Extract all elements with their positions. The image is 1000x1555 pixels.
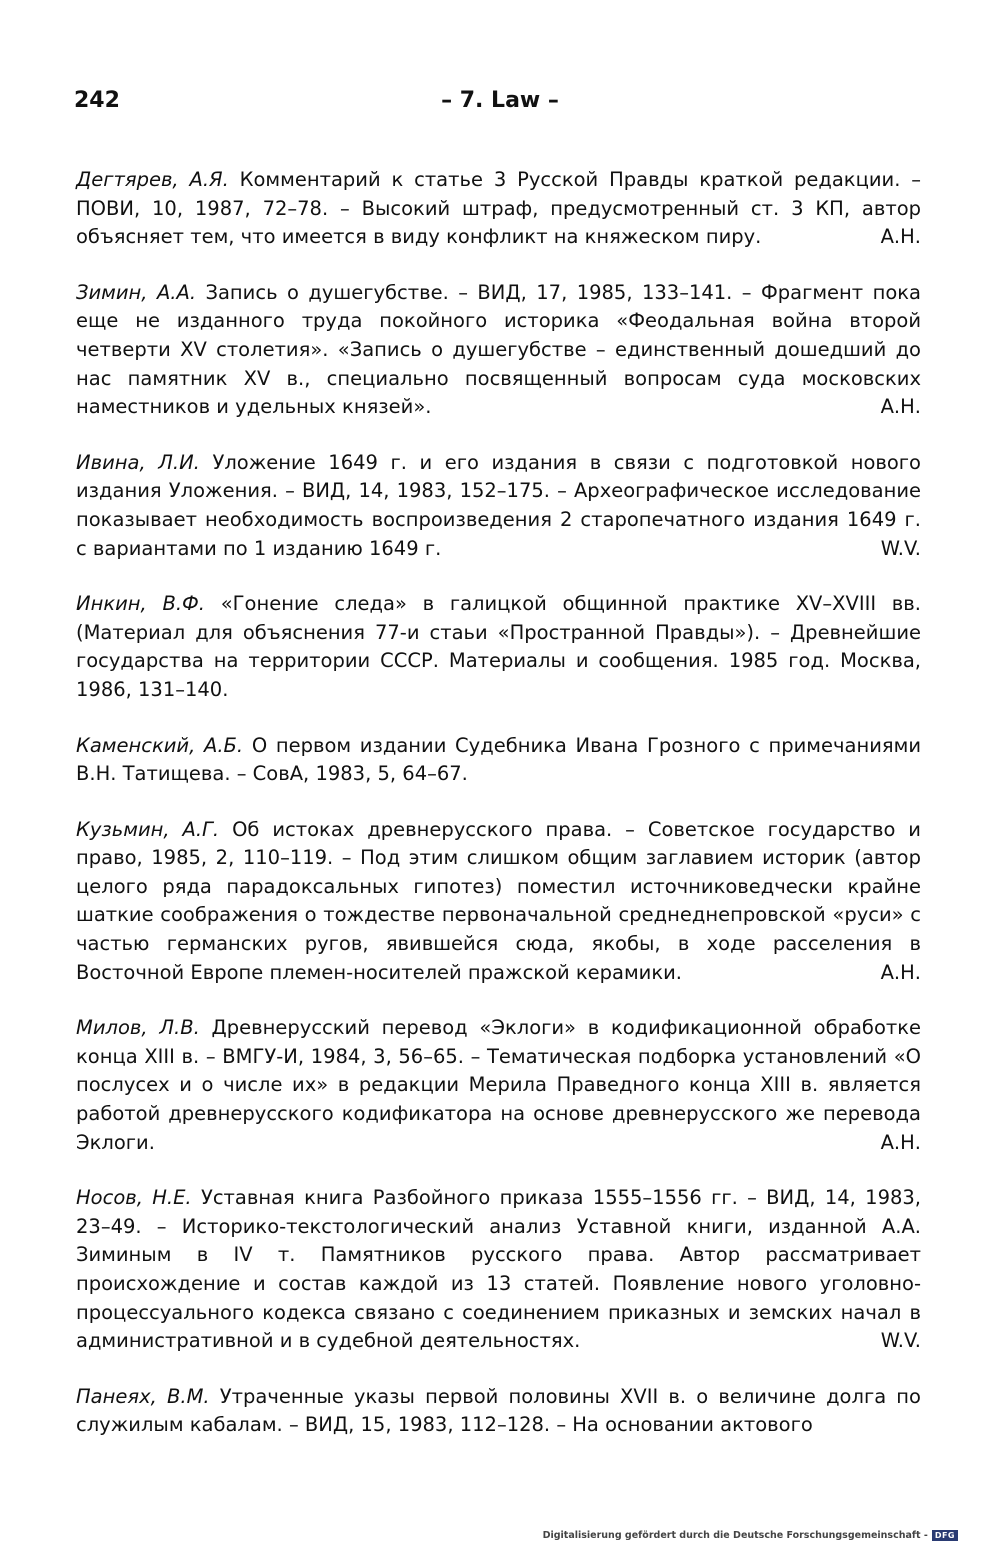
footer-credit: Digitalisierung gefördert durch die Deutsche Forschungsgemeinschaft - <box>542 1530 928 1541</box>
bibliography-entry <box>76 166 921 252</box>
bibliography-entry <box>76 816 921 988</box>
entry-text: Утраченные указы первой половины XVII в. о величине долга по служилым кабалам. – ВИД, 15, 1983, 112–128. – На основании актового <box>76 1384 921 1437</box>
bibliography-entry <box>76 732 921 789</box>
bibliography-list <box>76 166 921 1467</box>
bibliography-entry <box>76 279 921 422</box>
running-head: – 7. Law – <box>441 88 559 113</box>
page-number: 242 <box>74 88 120 113</box>
bibliography-entry <box>76 1014 921 1157</box>
entry-text: Уставная книга Разбойного приказа 1555–1556 гг. – ВИД, 14, 1983, 23–49. – Историко-текстологический анализ Уставной книги, изданной А.А. Зиминым в IV т. Памятников русского права. Автор рассматривает происхождение и состав каждой из 13 статей. Появление нового уголовно-процессуального кодекса связано с соединением приказных и земских начал в административной и в судебной деятельностях. <box>76 1186 921 1353</box>
digitization-footer <box>543 1530 958 1541</box>
entry-author: Носов, Н.Е. <box>76 1186 192 1210</box>
entry-author: Милов, Л.В. <box>76 1016 200 1040</box>
entry-author: Кузьмин, А.Г. <box>76 817 220 841</box>
entry-reviewer: А.Н. <box>880 395 921 419</box>
bibliography-entry <box>76 449 921 563</box>
entry-text: Комментарий к статье 3 Русской Правды краткой редакции. – ПОВИ, 10, 1987, 72–78. – Высокий штраф, предусмотренный ст. 3 КП, автор объясняет тем, что имеется в виду конфликт на княжеском пиру. <box>76 168 921 249</box>
entry-text: Уложение 1649 г. и его издания в связи с подготовкой нового издания Уложения. – ВИД, 14, 1983, 152–175. – Археографическое исследование показывает необходимость воспроизведения 2 старопечатного издания 1649 г. с вариантами по 1 изданию 1649 г. <box>76 450 921 560</box>
bibliography-entry <box>76 1184 921 1356</box>
entry-text: «Гонение следа» в галицкой общинной практике XV–XVIII вв. (Материал для объяснения 77-и стаьи «Пространной Правды»). – Древнейшие государства на территории СССР. Материалы и сообщения. 1985 год. Москва, 1986, 131–140. <box>76 592 921 701</box>
entry-text: Древнерусский перевод «Эклоги» в кодификационной обработке конца XIII в. – ВМГУ-И, 1984, 3, 56–65. – Тематическая подборка установлений «О послусех и о числе их» в редакции Мерила Праведного конца XIII в. является работой древнерусского кодификатора на основе древнерусского же перевода Эклоги. <box>76 1016 922 1154</box>
bibliography-entry <box>76 590 921 704</box>
entry-reviewer: W.V. <box>880 536 921 560</box>
entry-reviewer: W.V. <box>880 1329 921 1353</box>
entry-author: Панеях, В.М. <box>76 1384 210 1408</box>
entry-author: Инкин, В.Ф. <box>76 592 206 616</box>
entry-author: Дегтярев, А.Я. <box>76 168 229 191</box>
entry-reviewer: А.Н. <box>880 225 921 249</box>
entry-text: О первом издании Судебника Ивана Грозного с примечаниями В.Н. Татищева. – СовА, 1983, 5, 64–67. <box>76 733 922 786</box>
entry-reviewer: А.Н. <box>880 1130 921 1154</box>
entry-author: Каменский, А.Б. <box>76 733 244 757</box>
entry-text: Об истоках древнерусского права. – Советское государство и право, 1985, 2, 110–119. – Под этим слишком общим заглавием историк (автор целого ряда парадоксальных гипотез) поместил источниковедчески крайне шаткие соображения о тождестве первоначальной среднеднепровской «руси» с частью германских ругов, явившейся сюда, якобы, в ходе расселения в Восточной Европе племен-носителей пражской керамики. <box>76 817 921 984</box>
entry-author: Ивина, Л.И. <box>76 450 200 474</box>
entry-reviewer: А.Н. <box>880 960 921 984</box>
entry-text: Запись о душегубстве. – ВИД, 17, 1985, 133–141. – Фрагмент пока еще не изданного труда покойного историка «Феодальная война второй четверти XV столетия». «Запись о душегубстве – единственный дошедший до нас памятник XV в., специально посвященный вопросам суда московских наместников и удельных князей». <box>76 280 921 419</box>
bibliography-entry <box>76 1383 921 1440</box>
entry-author: Зимин, А.А. <box>76 280 197 304</box>
dfg-logo-icon: DFG <box>932 1530 958 1541</box>
